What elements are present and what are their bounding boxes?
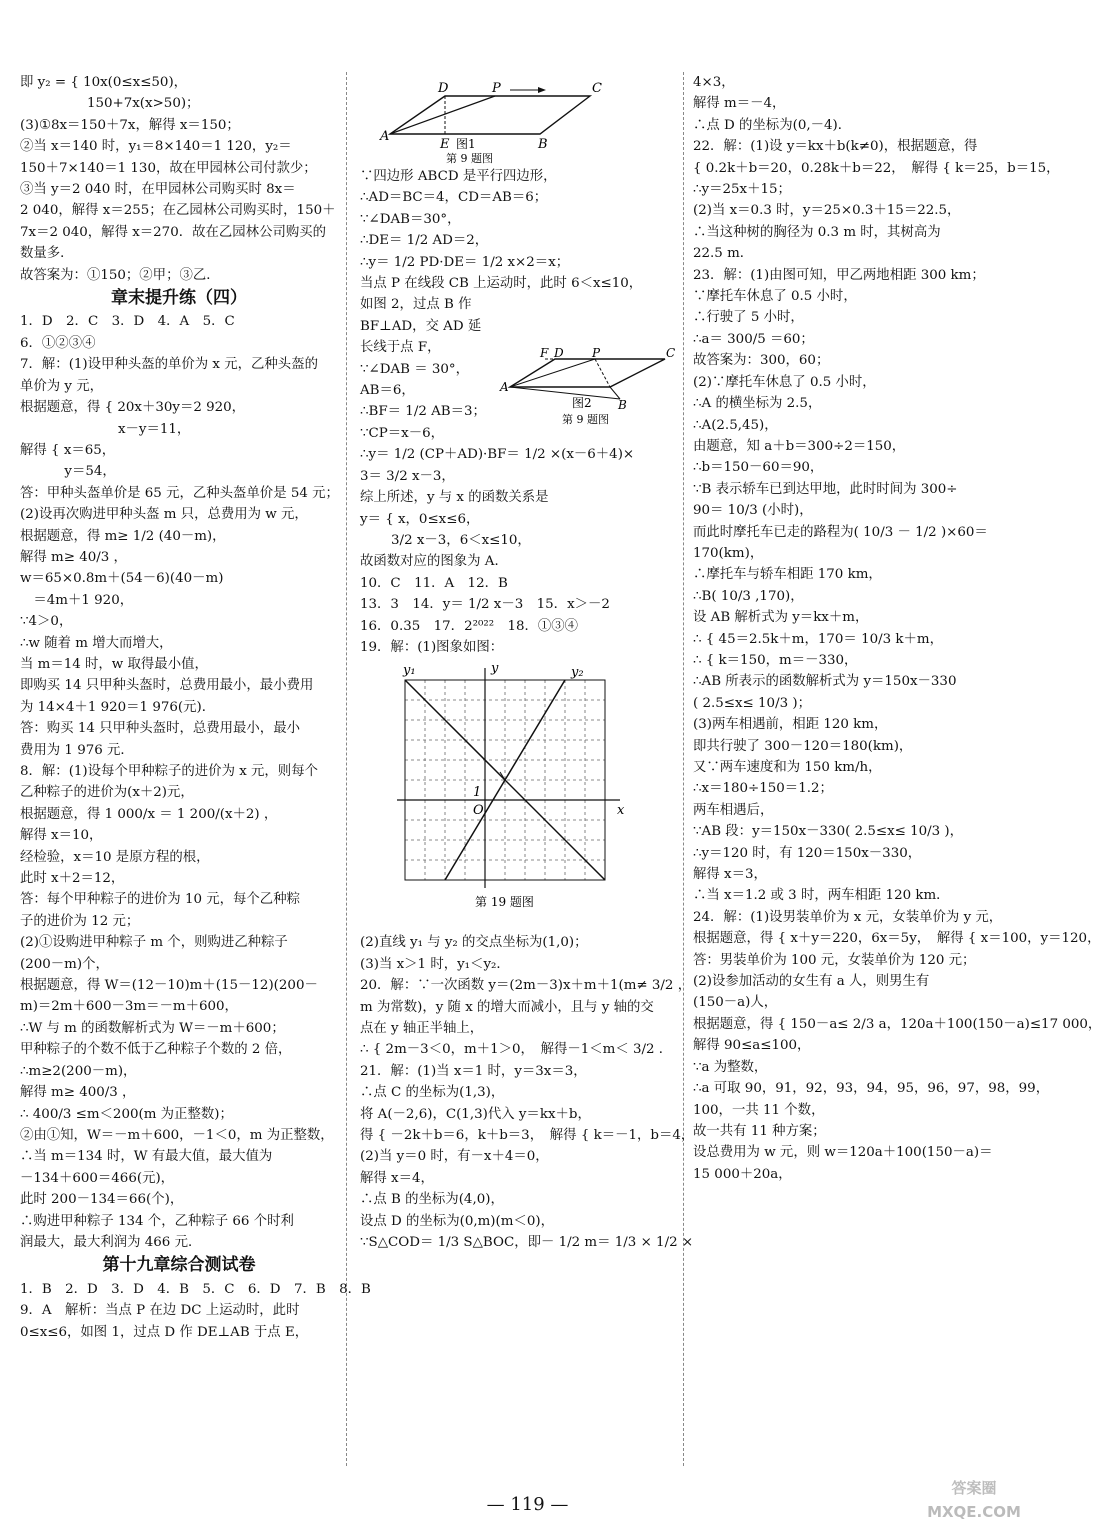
fig1-caption: 图1 [456, 137, 476, 151]
text-line: ∵CP＝x－6， [360, 425, 445, 441]
text-line: ∴a＝ 300/5 ＝60； [693, 331, 814, 347]
text-line: 答：甲种头盔单价是 65 元，乙种头盔单价是 54 元； [20, 485, 339, 501]
text-line: ∴当这种树的胸径为 0.3 m 时，其树高为 [693, 224, 941, 240]
text-line: (2)①设购进甲种粽子 m 个，则购进乙种粽子 [20, 935, 288, 951]
text-line: 20．解：∵一次函数 y＝(2m－3)x＋m＋1(m≠ 3/2 ， [360, 978, 692, 994]
text-line: 得 { －2k＋b＝6，k＋b＝3， 解得 { k＝－1，b＝4， [360, 1128, 695, 1143]
text-line: (2)∵摩托车休息了 0.5 小时， [693, 374, 876, 390]
text-line: ∵四边形 ABCD 是平行四边形， [360, 169, 557, 184]
fig1-label: B [538, 137, 548, 152]
text-line: ∴摩托车与轿车相距 170 km， [693, 567, 882, 583]
text-line: 当点 P 在线段 CB 上运动时，此时 6＜x≤10， [360, 276, 643, 292]
text-line: 答：购买 14 只甲种头盔时，总费用最小，最小 [20, 721, 300, 737]
column-divider [346, 72, 347, 1466]
text-line: 150＋7×140＝1 130，故在甲园林公司付款少； [20, 160, 317, 176]
text-line: ∵4＞0， [20, 614, 73, 630]
text-line: 100，一共 11 个数， [693, 1102, 825, 1118]
text-line: ∴A 的横坐标为 2.5， [693, 396, 822, 412]
graph-label: y [491, 661, 499, 677]
text-line: (3)当 x＞1 时，y₁＜y₂． [360, 956, 510, 972]
text-line: ∴y＝25x＋15； [693, 182, 791, 198]
column-3 [693, 72, 1101, 1185]
text-line: ∴当 x＝1.2 或 3 时，两车相距 120 km． [693, 888, 950, 904]
text-line: 3＝ 3/2 x－3， [360, 468, 455, 484]
text-line: 即 y₂ = { 10x(0≤x≤50)， [20, 75, 188, 90]
fig1-label: P [492, 81, 501, 96]
text-line: 9．A 解析：当点 P 在边 DC 上运动时，此时 [20, 1303, 300, 1319]
text-line: ∴点 C 的坐标为(1,3)， [360, 1085, 505, 1101]
text-line: m)＝2m＋600－3m＝－m＋600， [20, 999, 238, 1015]
text-line: 19．解：(1)图象如图： [360, 639, 504, 655]
text-line: (2)直线 y₁ 与 y₂ 的交点坐标为(1,0)； [360, 935, 588, 951]
text-line: 设总费用为 w 元，则 w＝120a＋100(150－a)＝ [693, 1145, 993, 1161]
graph-label: O [473, 803, 484, 819]
text-line: 解得 m＝－4， [693, 96, 786, 112]
text-line: 答：男装单价为 100 元，女装单价为 120 元； [693, 952, 976, 968]
text-line: 由题意，知 a＋b＝300÷2＝150， [693, 438, 906, 454]
text-line: (3)①8x＝150＋7x，解得 x＝150； [20, 117, 240, 133]
text-line: 根据题意，得 W＝(12－10)m＋(15－12)(200－ [20, 978, 318, 994]
text-line: 16．0.35 17．2²⁰²² 18．①③④ [360, 618, 579, 634]
fig2-caption: 第 9 题图 [562, 413, 609, 426]
text-line: (2)设参加活动的女生有 a 人，则男生有 [693, 974, 930, 990]
text-line: ∴a 可取 90，91，92，93，94，95，96，97，98，99， [693, 1081, 1050, 1097]
text-line: 甲种粽子的个数不低于乙种粽子个数的 2 倍， [20, 1042, 292, 1058]
text-line: ∴ { 2m－3＜0，m＋1＞0， 解得－1＜m＜ 3/2 ． [360, 1042, 673, 1058]
text-line: 解得 x＝10， [20, 828, 103, 844]
text-line: 为 14×4＋1 920＝1 976(元)． [20, 699, 216, 715]
text-line: 即购买 14 只甲种头盔时，总费用最小，最小费用 [20, 678, 314, 694]
text-line: (2)设再次购进甲种头盔 m 只，总费用为 w 元， [20, 507, 308, 523]
text-line: ∴ 400/3 ≤m＜200(m 为正整数)； [20, 1106, 233, 1122]
text-line: ∴B( 10/3 ,170)， [693, 588, 804, 604]
text-line: ∴y＝ 1/2 (CP＋AD)·BF＝ 1/2 ×(x－6＋4)× [360, 447, 635, 463]
text-line: 解得 m≥ 400/3 ， [20, 1085, 136, 1101]
text-line: 设点 D 的坐标为(0,m)(m＜0)， [360, 1213, 554, 1229]
text-line: (2)当 x＝0.3 时，y＝25×0.3＋15＝22.5， [693, 203, 961, 219]
fig2-label: F [540, 346, 549, 360]
watermark-logo: 答案圈 MXQE.COM [927, 1479, 1021, 1521]
text-line: ∴行驶了 5 小时， [693, 310, 804, 326]
fig1-label: C [592, 81, 602, 96]
text-line: 90＝ 10/3 (小时)， [693, 503, 813, 519]
text-line: 解得 x＝4， [360, 1170, 434, 1186]
text-line: 综上所述，y 与 x 的函数关系是 [360, 490, 549, 506]
text-line: (3)两车相遇前，相距 120 km， [693, 717, 888, 733]
text-line: ( 2.5≤x≤ 10/3 )； [693, 695, 811, 711]
text-line: y＝ { x，0≤x≤6， [360, 511, 480, 527]
text-line: 解得 x＝3， [693, 867, 767, 883]
column-2 [360, 72, 695, 1253]
text-line: 8．解：(1)设每个甲种粽子的进价为 x 元，则每个 [20, 764, 318, 779]
text-line: (200－m)个， [20, 956, 109, 972]
graph-label: 1 [473, 785, 482, 801]
text-line: 170(km)， [693, 545, 764, 561]
fig2-label: C [666, 346, 676, 360]
text-line: 根据题意，得 1 000/x ＝ 1 200/(x＋2) ， [20, 806, 278, 822]
text-line: 21．解：(1)当 x＝1 时，y＝3x＝3， [360, 1063, 587, 1079]
section-heading: 第十九章综合测试卷 [102, 1255, 256, 1276]
text-line: ∴点 D 的坐标为(0,－4)． [693, 117, 852, 133]
text-line: 如图 2，过点 B 作 [360, 297, 472, 313]
text-line: 6．①②③④ [20, 335, 96, 351]
text-line: 故函数对应的图象为 A． [360, 554, 508, 570]
fig1-caption: 第 9 题图 [446, 152, 493, 165]
text-line: BF⊥AD，交 AD 延 [360, 318, 482, 334]
column-divider [683, 72, 684, 1466]
text-line: 2 040，解得 x＝255；在乙园林公司购买时，150＋ [20, 203, 336, 219]
text-line: ②由①知，W＝－m＋600，－1＜0，m 为正整数， [20, 1127, 334, 1143]
text-line: 根据题意，得 { x＋y＝220，6x＝5y， 解得 { x＝100，y＝120， [693, 931, 1101, 947]
text-line: 22.5 m． [693, 246, 754, 262]
text-line: 此时 x＋2＝12， [20, 871, 125, 887]
text-line: ∴b＝150－60＝90， [693, 460, 824, 476]
text-line: ∴AD＝BC＝4，CD＝AB＝6； [360, 190, 548, 206]
text-line: ∴当 m＝134 时，W 有最大值，最大值为 [20, 1149, 273, 1165]
text-line: ∵B 表示轿车已到达甲地，此时时间为 300÷ [693, 481, 958, 497]
text-line: 0≤x≤6，如图 1，过点 D 作 DE⊥AB 于点 E， [20, 1324, 309, 1340]
text-line: 乙种粽子的进价为(x＋2)元， [20, 785, 194, 801]
text-line: ∴w 随着 m 增大而增大， [20, 635, 173, 651]
text-line: ∴m≥2(200－m)， [20, 1063, 137, 1079]
graph-label: y₂ [571, 665, 584, 681]
fig2-label: D [554, 346, 564, 360]
text-line: 两车相遇后， [693, 802, 774, 818]
fig2-label: P [592, 346, 601, 360]
text-line: －134＋600＝466(元)， [20, 1170, 175, 1186]
fig1-label: E [440, 137, 450, 152]
text-line: ∴AB 所表示的函数解析式为 y＝150x－330 [693, 674, 957, 690]
section-heading: 章末提升练（四） [111, 288, 247, 309]
text-line: ∵∠DAB ＝ 30°， [360, 361, 470, 377]
text-line: 10．C 11．A 12．B [360, 575, 508, 591]
graph-label: x [617, 803, 625, 819]
text-line: ②当 x＝140 时，y₁＝8×140＝1 120，y₂＝ [20, 139, 292, 155]
text-line: ∴y＝120 时，有 120＝150x－330， [693, 845, 922, 861]
figure-19-graph [360, 660, 630, 930]
text-line: ＝4m＋1 920， [20, 592, 134, 608]
text-line: 长线于点 F， [360, 340, 441, 356]
text-line: 点在 y 轴正半轴上， [360, 1020, 484, 1036]
figure-2-parallelogram [500, 347, 675, 437]
text-line: { 0.2k＋b＝20，0.28k＋b＝22， 解得 { k＝25，b＝15， [693, 160, 1060, 176]
text-line: 故一共有 11 种方案； [693, 1123, 826, 1139]
text-line: ∵AB 段：y＝150x－330( 2.5≤x≤ 10/3 )， [693, 824, 964, 840]
text-line: ∴A(2.5,45)， [693, 417, 778, 433]
text-line: ∴W 与 m 的函数解析式为 W＝－m＋600； [20, 1020, 285, 1036]
text-line: 根据题意，得 m≥ 1/2 (40－m)， [20, 528, 226, 544]
column-1 [20, 72, 371, 1343]
text-line: 经检验，x＝10 是原方程的根， [20, 849, 210, 865]
text-line: 4×3， [693, 75, 735, 90]
page-number: — 119 — [486, 1494, 569, 1515]
text-line: 根据题意，得 { 150－a≤ 2/3 a，120a＋100(150－a)≤17 000， [693, 1016, 1101, 1032]
text-line: 答：每个甲种粽子的进价为 10 元，每个乙种粽 [20, 892, 300, 908]
text-line: 故答案为：①150；②甲；③乙． [20, 267, 220, 283]
text-line: ∴x＝180÷150＝1.2； [693, 781, 833, 797]
text-line: ∴y＝ 1/2 PD·DE＝ 1/2 x×2＝x； [360, 254, 570, 270]
text-line: 7x＝2 040，解得 x＝270．故在乙园林公司购买的 [20, 224, 327, 240]
fig1-label: D [438, 81, 449, 96]
fig1-label: A [380, 129, 390, 144]
text-line: ∴ { 45＝2.5k＋m，170＝ 10/3 k＋m， [693, 631, 943, 647]
fig2-caption: 图2 [572, 396, 592, 410]
text-line: ∴点 B 的坐标为(4,0)， [360, 1192, 504, 1208]
text-line: 而此时摩托车已走的路程为( 10/3 － 1/2 )×60＝ [693, 524, 988, 540]
text-line: 单价为 y 元， [20, 378, 104, 394]
text-line: 费用为 1 976 元． [20, 742, 134, 758]
fig2-label: B [618, 398, 627, 412]
text-line: w＝65×0.8m＋(54－6)(40－m) [20, 571, 224, 587]
text-line: ∴购进甲种粽子 134 个，乙种粽子 66 个时利 [20, 1213, 294, 1229]
text-line: ∴ { k＝150，m＝－330， [693, 652, 858, 668]
text-line: 解得 90≤a≤100， [693, 1038, 811, 1054]
fig2-label: A [500, 380, 509, 394]
text-line: 解得 { x＝65， [20, 442, 116, 458]
text-line: ∴BF＝ 1/2 AB＝3； [360, 404, 486, 420]
text-line: (2)当 y＝0 时，有－x＋4＝0， [360, 1149, 549, 1165]
text-line: 7．解：(1)设甲种头盔的单价为 x 元，乙种头盔的 [20, 357, 318, 373]
text-line: 1．B 2．D 3．D 4．B 5．C 6．D 7．B 8．B [20, 1281, 371, 1297]
text-line: 24．解：(1)设男装单价为 x 元，女装单价为 y 元， [693, 909, 1003, 925]
text-line: 设 AB 解析式为 y＝kx＋m， [693, 610, 869, 626]
text-line: 23．解：(1)由图可知，甲乙两地相距 300 km； [693, 267, 985, 283]
text-line: 根据题意，得 { 20x＋30y＝2 920， [20, 400, 246, 416]
text-line: y＝54， [20, 464, 116, 480]
text-line: 即共行驶了 300－120＝180(km)， [693, 738, 913, 754]
text-line: AB＝6， [360, 383, 415, 399]
graph-label: y₁ [403, 663, 416, 679]
text-line: 当 m＝14 时，w 取得最小值， [20, 656, 208, 672]
text-line: 又∵两车速度和为 150 km/h， [693, 760, 882, 775]
text-line: ③当 y＝2 040 时，在甲园林公司购买时 8x＝ [20, 182, 296, 198]
text-line: 150+7x(x>50)； [20, 96, 200, 112]
text-line: 此时 200－134＝66(个)， [20, 1192, 184, 1208]
text-line: 1．D 2．C 3．D 4．A 5．C [20, 314, 235, 330]
text-line: (150－a)人， [693, 995, 778, 1011]
text-line: x－y＝11， [20, 421, 191, 437]
text-line: 润最大，最大利润为 466 元． [20, 1234, 202, 1250]
text-line: 子的进价为 12 元； [20, 913, 140, 929]
text-line: ∵摩托车休息了 0.5 小时， [693, 289, 857, 305]
figure-1-parallelogram [360, 74, 610, 164]
text-line: ∵a 为整数， [693, 1059, 768, 1075]
text-line: m 为常数)，y 随 x 的增大而减小，且与 y 轴的交 [360, 999, 654, 1015]
text-line: ∵∠DAB＝30°， [360, 211, 461, 227]
text-line: 3/2 x－3，6＜x≤10， [360, 532, 531, 548]
text-line: 解得 m≥ 40/3 ， [20, 549, 127, 565]
text-line: ∴DE＝ 1/2 AD＝2， [360, 233, 489, 249]
text-line: 22．解：(1)设 y＝kx＋b(k≠0)，根据题意，得 [693, 139, 978, 155]
graph-caption: 第 19 题图 [475, 895, 534, 910]
text-line: 数量多． [20, 246, 74, 262]
text-line: 13．3 14．y＝ 1/2 x－3 15．x＞－2 [360, 597, 610, 613]
text-line: ∵S△COD＝ 1/3 S△BOC，即－ 1/2 m＝ 1/3 × 1/2 × [360, 1235, 694, 1251]
text-line: 将 A(－2,6)，C(1,3)代入 y＝kx＋b， [360, 1106, 591, 1122]
text-line: 故答案为：300，60； [693, 353, 830, 369]
text-line: 15 000＋20a， [693, 1166, 792, 1182]
